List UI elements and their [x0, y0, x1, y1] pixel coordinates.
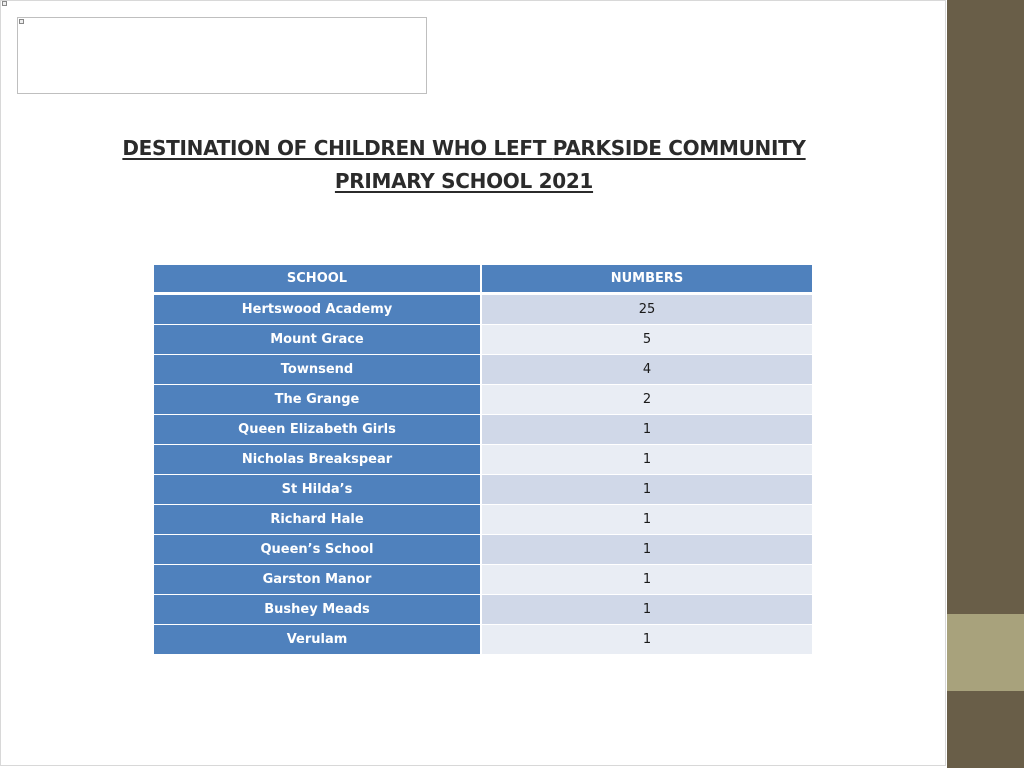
table-row	[154, 325, 812, 355]
pupil-count-cell: 5	[482, 325, 812, 355]
broken-image-icon	[2, 1, 7, 6]
broken-image-icon	[19, 19, 24, 24]
school-name-cell: St Hilda’s	[154, 475, 482, 505]
table-row	[154, 355, 812, 385]
school-name-cell: Queen Elizabeth Girls	[154, 415, 482, 445]
school-name-cell: Verulam	[154, 625, 482, 655]
pupil-count-cell: 1	[482, 445, 812, 475]
image-placeholder	[17, 17, 427, 94]
pupil-count-cell: 1	[482, 475, 812, 505]
pupil-count-cell: 1	[482, 415, 812, 445]
header-school: SCHOOL	[154, 265, 482, 295]
school-name-cell: Nicholas Breakspear	[154, 445, 482, 475]
table-row	[154, 445, 812, 475]
table-row	[154, 295, 812, 325]
school-name-cell: Hertswood Academy	[154, 295, 482, 325]
pupil-count-cell: 4	[482, 355, 812, 385]
pupil-count-cell: 1	[482, 505, 812, 535]
header-numbers: NUMBERS	[482, 265, 812, 295]
table-row	[154, 385, 812, 415]
table-row	[154, 535, 812, 565]
school-name-cell: Richard Hale	[154, 505, 482, 535]
pupil-count-cell: 1	[482, 595, 812, 625]
table-row	[154, 595, 812, 625]
school-name-cell: Bushey Meads	[154, 595, 482, 625]
table-row	[154, 565, 812, 595]
pupil-count-cell: 1	[482, 535, 812, 565]
table-header-row	[154, 265, 812, 295]
side-accent-block	[947, 614, 1024, 691]
table-row	[154, 475, 812, 505]
title-line1-part2: PARKSIDE COMMUNITY	[552, 136, 806, 160]
pupil-count-cell: 1	[482, 625, 812, 655]
pupil-count-cell: 2	[482, 385, 812, 415]
table-row	[154, 625, 812, 655]
school-name-cell: Garston Manor	[154, 565, 482, 595]
school-name-cell: The Grange	[154, 385, 482, 415]
table-row	[154, 505, 812, 535]
page-title	[61, 132, 867, 198]
title-line2: PRIMARY SCHOOL 2021	[334, 169, 594, 193]
school-name-cell: Townsend	[154, 355, 482, 385]
school-name-cell: Mount Grace	[154, 325, 482, 355]
title-line1-part1: DESTINATION OF CHILDREN WHO LEFT	[122, 136, 553, 160]
pupil-count-cell: 1	[482, 565, 812, 595]
pupil-count-cell: 25	[482, 295, 812, 325]
destination-table	[154, 265, 812, 655]
school-name-cell: Queen’s School	[154, 535, 482, 565]
table-row	[154, 415, 812, 445]
